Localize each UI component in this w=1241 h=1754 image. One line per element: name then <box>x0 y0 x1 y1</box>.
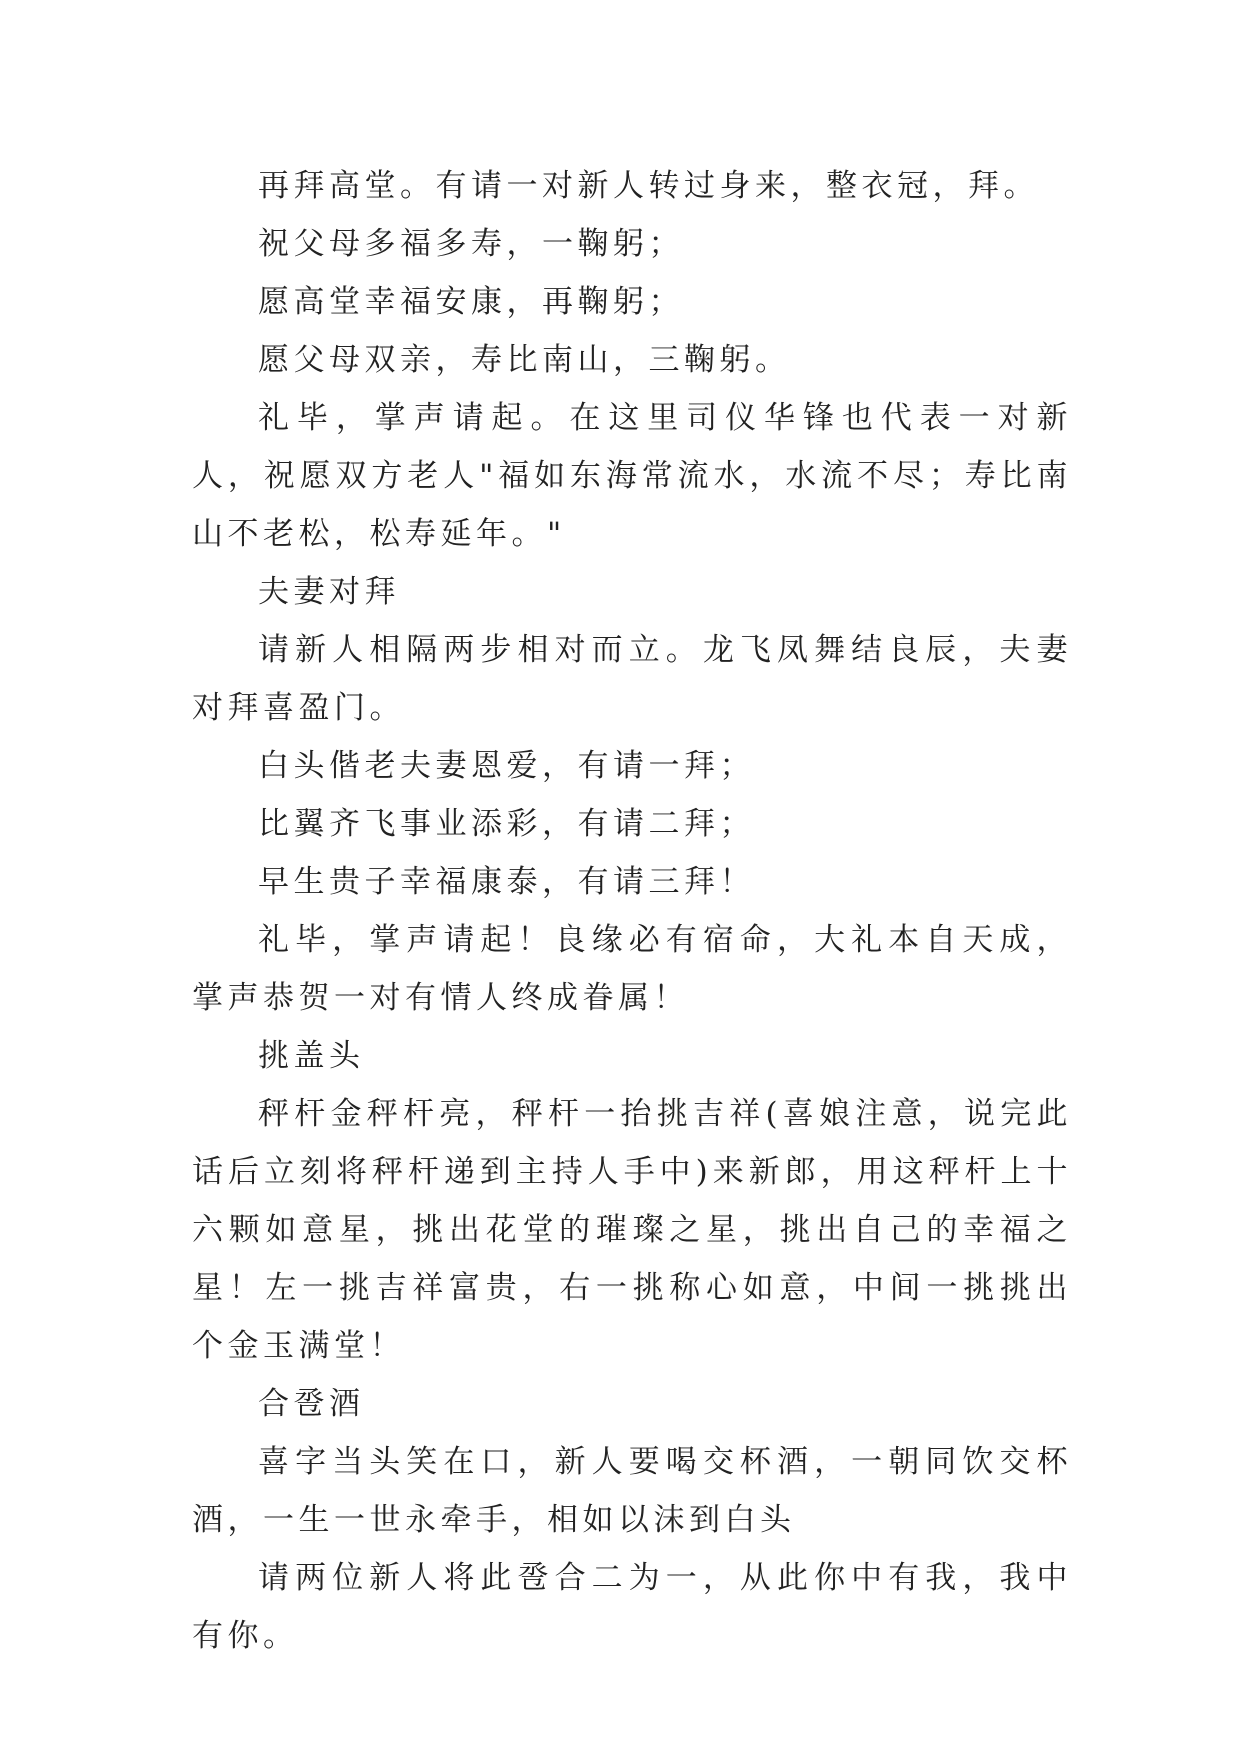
paragraph: 比翼齐飞事业添彩，有请二拜； <box>258 806 755 842</box>
paragraph: 秤杆金秤杆亮，秤杆一抬挑吉祥(喜娘注意，说完此话后立刻将秤杆递到主持人手中)来新郎，用这秤杆上十六颗如意星，挑出花堂的璀璨之星，挑出自己的幸福之星！左一挑吉祥富贵，右一挑称心如意，中间一挑挑出个金玉满堂！ <box>192 1096 1072 1364</box>
paragraph: 愿父母双亲，寿比南山，三鞠躬。 <box>258 342 791 378</box>
section-heading: 夫妻对拜 <box>258 574 400 610</box>
document-body <box>192 157 1072 1665</box>
paragraph: 喜字当头笑在口，新人要喝交杯酒，一朝同饮交杯酒，一生一世永牵手，相如以沫到白头 <box>192 1444 1072 1538</box>
paragraph: 再拜高堂。有请一对新人转过身来，整衣冠，拜。 <box>258 168 1039 204</box>
section-heading: 挑盖头 <box>258 1038 365 1074</box>
paragraph: 早生贵子幸福康泰，有请三拜！ <box>258 864 755 900</box>
paragraph: 愿高堂幸福安康，再鞠躬； <box>258 284 684 320</box>
paragraph: 请两位新人将此卺合二为一，从此你中有我，我中有你。 <box>192 1560 1072 1654</box>
paragraph: 礼毕，掌声请起！良缘必有宿命，大礼本自天成，掌声恭贺一对有情人终成眷属！ <box>192 922 1072 1016</box>
paragraph: 请新人相隔两步相对而立。龙飞凤舞结良辰，夫妻对拜喜盈门。 <box>192 632 1072 726</box>
paragraph: 白头偕老夫妻恩爱，有请一拜； <box>258 748 755 784</box>
paragraph: 礼毕，掌声请起。在这里司仪华锋也代表一对新人，祝愿双方老人"福如东海常流水，水流不尽；寿比南山不老松，松寿延年。" <box>192 400 1072 552</box>
section-heading: 合卺酒 <box>258 1386 365 1422</box>
paragraph: 祝父母多福多寿，一鞠躬； <box>258 226 684 262</box>
